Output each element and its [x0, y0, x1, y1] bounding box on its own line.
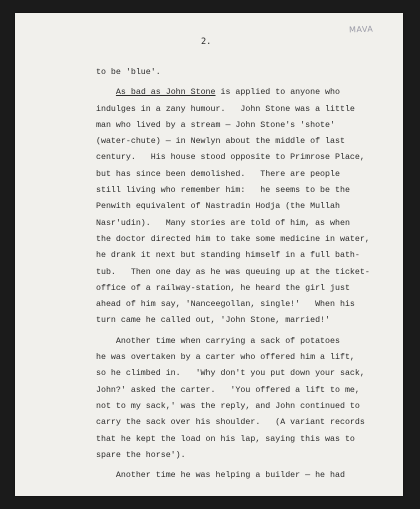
text-line: indulges in a zany humour. John Stone was a little — [96, 104, 355, 114]
text-line: the doctor directed him to take some medicine in water, — [96, 234, 370, 244]
pencil-annotation: MAVA — [348, 24, 374, 35]
text-line: Another time when carrying a sack of potatoes — [96, 336, 340, 346]
underlined-phrase: As bad as John Stone — [115, 88, 216, 98]
text-line: office of a railway-station, he heard the girl just — [96, 283, 350, 293]
text-line: Another time he was helping a builder — he had — [96, 471, 345, 481]
text-line: (water-chute) — in Newlyn about the middle of last — [96, 137, 345, 147]
text-line: not to my sack,' was the reply, and John continued to — [96, 401, 360, 411]
text-line: spare the horse'). — [96, 450, 186, 460]
text-line: man who lived by a stream — John Stone's 'shote' — [96, 120, 335, 130]
text-line: still living who remember him: he seems to be the — [96, 186, 350, 196]
text-line-rest: is applied to anyone who — [215, 88, 340, 98]
text-line: that he kept the load on his lap, saying this was to — [96, 434, 355, 444]
text-line: to be 'blue'. — [96, 68, 161, 77]
text-line: he was overtaken by a carter who offered him a lift, — [96, 353, 355, 363]
document-page — [15, 13, 403, 496]
text-line: so he climbed in. 'Why don't you put down your sack, — [96, 369, 365, 379]
text-line: John?' asked the carter. 'You offered a lift to me, — [96, 385, 360, 395]
text-line: Nasr'udin). Many stories are told of him, as when — [96, 218, 350, 228]
text-line: Penwith equivalent of Nastradin Hodja (the Mullah — [96, 202, 340, 212]
body-text — [96, 65, 396, 484]
text-line: tub. Then one day as he was queuing up at the ticket- — [96, 267, 370, 277]
text-line: turn came he called out, 'John Stone, married!' — [96, 316, 331, 326]
text-line-underlined — [96, 85, 396, 101]
text-line: he drank it next but standing himself in a full bath- — [96, 251, 360, 261]
text-line: carry the sack over his shoulder. (A variant records — [96, 418, 365, 428]
text-line: century. His house stood opposite to Primrose Place, — [96, 153, 365, 163]
text-line: but has since been demolished. There are people — [96, 169, 340, 179]
text-line: ahead of him say, 'Nanceegollan, single!' When his — [96, 300, 355, 310]
page-number: 2. — [201, 37, 212, 47]
